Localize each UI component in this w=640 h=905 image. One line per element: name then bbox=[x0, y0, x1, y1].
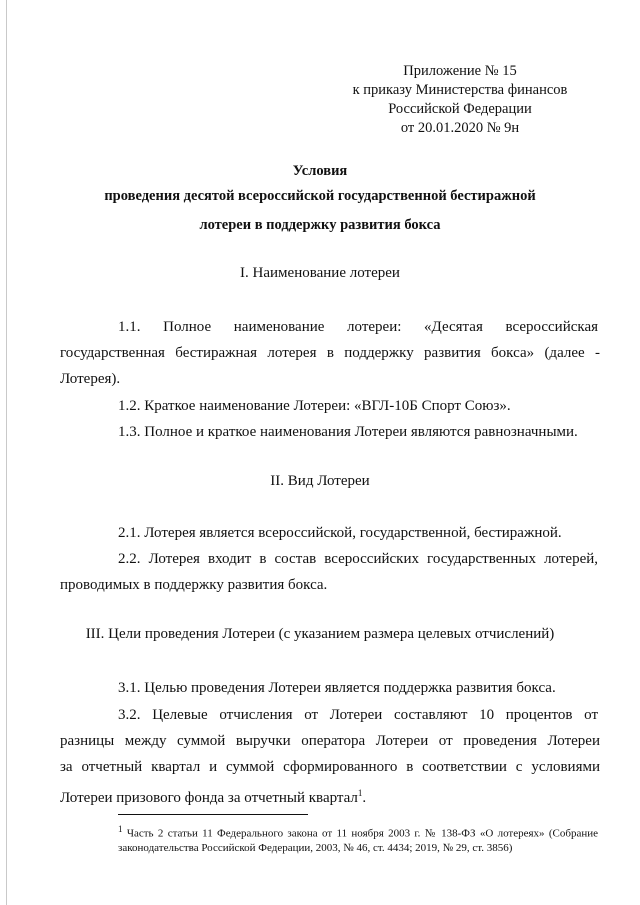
document-subtitle-line-2: лотереи в поддержку развития бокса bbox=[199, 217, 441, 233]
appendix-line-3: Российской Федерации bbox=[388, 101, 532, 117]
paragraph-3-2-cont bbox=[60, 728, 600, 811]
footnote-text: Часть 2 статьи 11 Федерального закона от 11 ноября 2003 г. № 138-ФЗ «О лотереях» (Собрание законодательства Российской Федерации, 2003, № 46, ст. 4434; 2019, № 29, ст. 3856) bbox=[118, 827, 599, 854]
footnote-separator bbox=[118, 814, 308, 815]
paragraph-3-2-line-4-text: Лотереи призового фонда за отчетный квартал bbox=[60, 790, 358, 806]
section-heading-2: II. Вид Лотереи bbox=[270, 473, 370, 489]
document-subtitle-line-1: проведения десятой всероссийской государственной бестиражной bbox=[104, 188, 536, 204]
paragraph-2-2-line-2: проводимых в поддержку развития бокса. bbox=[60, 577, 328, 593]
paragraph-1-1-line-1: 1.1. Полное наименование лотереи: «Десятая всероссийская bbox=[118, 319, 598, 335]
scan-edge-line bbox=[6, 0, 7, 905]
section-heading-3: III. Цели проведения Лотереи (с указанием размера целевых отчислений) bbox=[85, 626, 555, 642]
document-title: Условия bbox=[292, 163, 348, 179]
section-heading-1: I. Наименование лотереи bbox=[240, 265, 400, 281]
paragraph-1-1-line-2: государственная бестиражная лотерея в поддержку развития бокса» (далее - bbox=[60, 345, 600, 361]
paragraph-2-2 bbox=[118, 546, 598, 572]
paragraph-1-1-cont bbox=[60, 340, 600, 392]
paragraph-3-2-line-2: разницы между суммой выручки оператора Лотереи от проведения Лотереи bbox=[60, 733, 600, 749]
paragraph-1-1 bbox=[118, 314, 598, 340]
appendix-block bbox=[340, 62, 580, 138]
appendix-line-1: Приложение № 15 bbox=[403, 63, 517, 79]
paragraph-1-3: 1.3. Полное и краткое наименования Лотереи являются равнозначными. bbox=[118, 424, 578, 440]
paragraph-1-1-line-3: Лотерея). bbox=[60, 371, 121, 387]
appendix-line-4: от 20.01.2020 № 9н bbox=[400, 120, 520, 136]
paragraph-2-2-cont bbox=[60, 572, 600, 598]
paragraph-3-2 bbox=[118, 702, 598, 728]
paragraph-3-2-line-3: за отчетный квартал и суммой сформированного в соответствии с условиями bbox=[60, 759, 600, 775]
paragraph-1-2: 1.2. Краткое наименование Лотереи: «ВГЛ-10Б Спорт Союз». bbox=[118, 398, 511, 414]
footnote-reference: 1 bbox=[357, 788, 363, 798]
paragraph-3-2-line-4: Лотереи призового фонда за отчетный квартал$^1$. bbox=[60, 788, 367, 806]
paragraph-3-1: 3.1. Целью проведения Лотереи является поддержка развития бокса. bbox=[118, 680, 556, 696]
paragraph-2-1: 2.1. Лотерея является всероссийской, государственной, бестиражной. bbox=[118, 525, 562, 541]
footnote-mark: 1 bbox=[118, 824, 123, 834]
paragraph-2-2-line-1: 2.2. Лотерея входит в состав всероссийских государственных лотерей, bbox=[118, 551, 598, 567]
footnote bbox=[118, 822, 598, 855]
paragraph-3-2-line-1: 3.2. Целевые отчисления от Лотереи составляют 10 процентов от bbox=[118, 707, 598, 723]
appendix-line-2: к приказу Министерства финансов bbox=[352, 82, 568, 98]
